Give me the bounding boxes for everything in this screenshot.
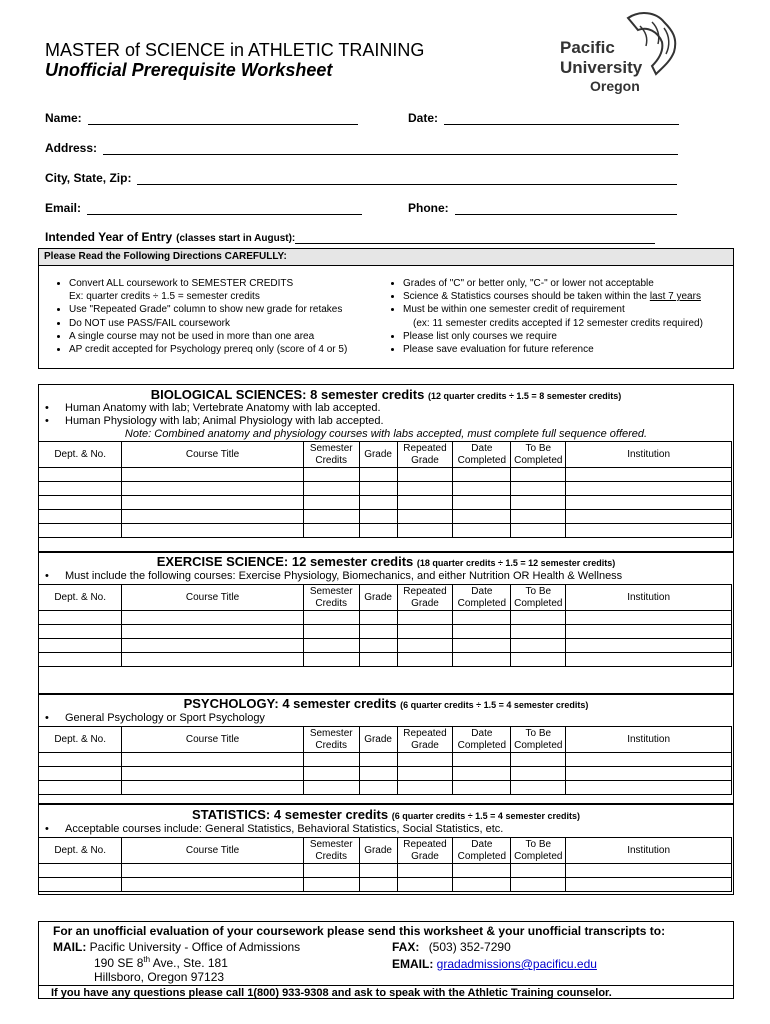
mail-label: MAIL:: [53, 940, 87, 954]
table-cell[interactable]: [511, 482, 566, 496]
section-bullet: • Must include the following courses: Exercise Physiology, Biomechanics, and either Nutrition OR Health & Wellness: [45, 570, 623, 582]
table-cell[interactable]: [566, 781, 732, 795]
table-cell[interactable]: [397, 653, 453, 667]
table-header-row: [39, 838, 732, 864]
section-exercise-science: [38, 552, 734, 694]
table-cell[interactable]: [122, 482, 303, 496]
table-cell[interactable]: [39, 496, 122, 510]
email-contact-line: [392, 957, 597, 971]
table-cell[interactable]: [397, 524, 453, 538]
table-cell[interactable]: [566, 611, 732, 625]
table-cell[interactable]: [122, 639, 303, 653]
fax-label: FAX:: [392, 940, 420, 954]
column-header: Course Title: [122, 727, 303, 753]
date-line[interactable]: [444, 110, 679, 125]
direction-example: (ex: 11 semester credits accepted if 12 semester credits required): [413, 317, 703, 329]
table-cell[interactable]: [566, 639, 732, 653]
column-header: Repeated Grade: [397, 585, 453, 611]
fax-number: (503) 352-7290: [428, 940, 511, 954]
table-cell[interactable]: [359, 878, 397, 892]
section-heading: EXERCISE SCIENCE: 12 semester credits (18 quarter credits ÷ 1.5 = 12 semester credits): [156, 554, 616, 569]
table-cell[interactable]: [303, 611, 359, 625]
table-cell[interactable]: [303, 653, 359, 667]
address-label: Address:: [45, 141, 98, 155]
mail-line1: [53, 940, 300, 954]
table-cell[interactable]: [303, 781, 359, 795]
table-cell[interactable]: [397, 625, 453, 639]
address-line[interactable]: [103, 140, 678, 155]
column-header: Institution: [566, 727, 732, 753]
column-header: Repeated Grade: [397, 442, 453, 468]
entry-label: Intended Year of Entry: [45, 230, 173, 244]
column-header: Institution: [566, 585, 732, 611]
table-cell[interactable]: [453, 625, 511, 639]
section-statistics: [38, 804, 734, 895]
table-cell[interactable]: [397, 468, 453, 482]
table-cell[interactable]: [511, 781, 566, 795]
table-cell[interactable]: [566, 767, 732, 781]
table-cell[interactable]: [397, 753, 453, 767]
table-cell[interactable]: [39, 753, 122, 767]
column-header: To Be Completed: [511, 585, 566, 611]
table-cell[interactable]: [453, 781, 511, 795]
table-cell[interactable]: [359, 653, 397, 667]
table-cell[interactable]: [511, 510, 566, 524]
table-cell[interactable]: [566, 753, 732, 767]
table-cell[interactable]: [303, 468, 359, 482]
city-line[interactable]: [137, 170, 677, 185]
phone-label: Phone:: [408, 201, 449, 215]
directions-left: [47, 277, 347, 356]
table-cell[interactable]: [453, 482, 511, 496]
section-bullet: • General Psychology or Sport Psychology: [45, 712, 265, 724]
table-cell[interactable]: [397, 639, 453, 653]
date-label: Date:: [408, 111, 439, 125]
table-cell[interactable]: [39, 611, 122, 625]
table-cell[interactable]: [453, 767, 511, 781]
table-cell[interactable]: [511, 864, 566, 878]
name-field[interactable]: [45, 110, 358, 125]
city-label: City, State, Zip:: [45, 171, 132, 185]
table-cell[interactable]: [122, 767, 303, 781]
section-heading: STATISTICS: 4 semester credits (6 quarter credits ÷ 1.5 = 4 semester credits): [192, 807, 580, 822]
table-cell[interactable]: [122, 524, 303, 538]
table-row: [39, 767, 732, 781]
table-row: [39, 482, 732, 496]
table-row: [39, 878, 732, 892]
mail-office: Pacific University - Office of Admissions: [89, 940, 301, 954]
table-cell[interactable]: [122, 753, 303, 767]
directions-right: [381, 277, 703, 356]
direction-item: • Use "Repeated Grade" column to show new grade for retakes: [69, 303, 347, 316]
column-header: Dept. & No.: [39, 442, 122, 468]
direction-item: • AP credit accepted for Psychology prereq only (score of 4 or 5): [69, 343, 347, 356]
table-cell[interactable]: [453, 468, 511, 482]
table-row: [39, 781, 732, 795]
direction-example: Ex: quarter credits ÷ 1.5 = semester credits: [69, 291, 260, 303]
table-cell[interactable]: [359, 611, 397, 625]
table-cell[interactable]: [397, 781, 453, 795]
column-header: Grade: [359, 442, 397, 468]
address-field[interactable]: [45, 140, 678, 155]
table-cell[interactable]: [397, 878, 453, 892]
table-cell[interactable]: [39, 639, 122, 653]
section-bullet: • Acceptable courses include: General Statistics, Behavioral Statistics, Social Statistics, etc.: [45, 823, 504, 835]
table-cell[interactable]: [397, 482, 453, 496]
email-label: Email:: [45, 201, 82, 215]
table-cell[interactable]: [122, 510, 303, 524]
contact-heading: For an unofficial evaluation of your coursework please send this worksheet & your unofficial transcripts to:: [53, 924, 666, 938]
table-cell[interactable]: [39, 510, 122, 524]
table-cell[interactable]: [566, 524, 732, 538]
page-title: MASTER of SCIENCE in ATHLETIC TRAINING: [45, 40, 425, 60]
table-cell[interactable]: [122, 878, 303, 892]
table-cell[interactable]: [511, 639, 566, 653]
course-table: [38, 584, 732, 667]
phone-line[interactable]: [455, 200, 677, 215]
column-header: Dept. & No.: [39, 727, 122, 753]
entry-field[interactable]: [45, 229, 655, 244]
table-row: [39, 611, 732, 625]
table-row: [39, 496, 732, 510]
table-cell[interactable]: [359, 468, 397, 482]
table-cell[interactable]: [39, 767, 122, 781]
table-cell[interactable]: [453, 611, 511, 625]
direction-item: • Convert ALL coursework to SEMESTER CREDITS: [69, 277, 347, 290]
column-header: To Be Completed: [511, 442, 566, 468]
table-cell[interactable]: [122, 496, 303, 510]
table-cell[interactable]: [359, 625, 397, 639]
table-cell[interactable]: [359, 482, 397, 496]
directions-box: [38, 248, 734, 369]
table-cell[interactable]: [359, 496, 397, 510]
contact-footer: If you have any questions please call 1(800) 933-9308 and ask to speak with the Athletic Training counselor.: [39, 985, 733, 999]
column-header: Grade: [359, 838, 397, 864]
table-cell[interactable]: [39, 864, 122, 878]
column-header: Course Title: [122, 442, 303, 468]
direction-item: • Science & Statistics courses should be taken within the last 7 years: [403, 290, 703, 303]
recency-text: last 7 years: [649, 291, 701, 303]
table-cell[interactable]: [303, 753, 359, 767]
table-cell[interactable]: [39, 482, 122, 496]
table-cell[interactable]: [359, 864, 397, 878]
table-cell[interactable]: [511, 878, 566, 892]
table-cell[interactable]: [397, 496, 453, 510]
table-cell[interactable]: [453, 878, 511, 892]
column-header: Grade: [359, 727, 397, 753]
table-header-row: [39, 585, 732, 611]
email-contact-label: EMAIL:: [392, 957, 434, 971]
course-table: [38, 837, 732, 892]
table-cell[interactable]: [39, 653, 122, 667]
section-bullet: • Human Physiology with lab; Animal Physiology with lab accepted.: [45, 415, 384, 427]
table-cell[interactable]: [39, 468, 122, 482]
email-link[interactable]: gradadmissions@pacificu.edu: [436, 957, 597, 971]
table-cell[interactable]: [39, 625, 122, 639]
table-cell[interactable]: [359, 753, 397, 767]
column-header: Grade: [359, 585, 397, 611]
column-header: Course Title: [122, 585, 303, 611]
table-cell[interactable]: [303, 639, 359, 653]
table-cell[interactable]: [303, 767, 359, 781]
table-cell[interactable]: [303, 625, 359, 639]
column-header: Semester Credits: [303, 838, 359, 864]
name-label: Name:: [45, 111, 82, 125]
table-cell[interactable]: [453, 653, 511, 667]
fax-line: [392, 940, 511, 954]
table-cell[interactable]: [303, 496, 359, 510]
table-cell[interactable]: [122, 625, 303, 639]
direction-item: • Must be within one semester credit of requirement: [403, 303, 703, 316]
table-row: [39, 753, 732, 767]
table-cell[interactable]: [453, 496, 511, 510]
table-cell[interactable]: [122, 611, 303, 625]
column-header: Dept. & No.: [39, 585, 122, 611]
column-header: To Be Completed: [511, 727, 566, 753]
column-header: Date Completed: [453, 838, 511, 864]
column-header: Repeated Grade: [397, 727, 453, 753]
entry-line[interactable]: [295, 229, 655, 244]
table-cell[interactable]: [566, 653, 732, 667]
table-cell[interactable]: [303, 482, 359, 496]
table-cell[interactable]: [511, 524, 566, 538]
column-header: To Be Completed: [511, 838, 566, 864]
logo-line2: University: [560, 58, 643, 77]
table-cell[interactable]: [39, 781, 122, 795]
table-cell[interactable]: [566, 468, 732, 482]
table-row: [39, 639, 732, 653]
email-field[interactable]: [45, 200, 362, 215]
table-cell[interactable]: [566, 510, 732, 524]
table-cell[interactable]: [39, 524, 122, 538]
table-cell[interactable]: [303, 510, 359, 524]
table-row: [39, 864, 732, 878]
direction-item: • Please save evaluation for future reference: [403, 343, 703, 356]
direction-item: • Grades of "C" or better only, "C-" or lower not acceptable: [403, 277, 703, 290]
table-cell[interactable]: [511, 653, 566, 667]
table-cell[interactable]: [359, 767, 397, 781]
section-bullet: • Human Anatomy with lab; Vertebrate Anatomy with lab accepted.: [45, 402, 381, 414]
column-header: Semester Credits: [303, 727, 359, 753]
course-table: [38, 726, 732, 795]
directions-heading: Please Read the Following Directions CAREFULLY:: [39, 249, 733, 266]
contact-box: [38, 921, 734, 999]
table-cell[interactable]: [359, 510, 397, 524]
table-cell[interactable]: [511, 468, 566, 482]
table-cell[interactable]: [303, 524, 359, 538]
table-cell[interactable]: [511, 496, 566, 510]
logo-line3: Oregon: [590, 78, 640, 94]
table-cell[interactable]: [453, 753, 511, 767]
mail-line2: 190 SE 8th Ave., Ste. 181: [94, 955, 228, 970]
table-cell[interactable]: [359, 524, 397, 538]
table-cell[interactable]: [453, 864, 511, 878]
table-cell[interactable]: [397, 510, 453, 524]
section-heading: PSYCHOLOGY: 4 semester credits (6 quarter credits ÷ 1.5 = 4 semester credits): [183, 696, 589, 711]
university-logo: [560, 8, 690, 98]
phone-field[interactable]: [408, 200, 677, 215]
table-row: [39, 653, 732, 667]
table-cell[interactable]: [511, 753, 566, 767]
column-header: Course Title: [122, 838, 303, 864]
table-header-row: [39, 727, 732, 753]
section-biological-sciences: [38, 384, 734, 552]
column-header: Semester Credits: [303, 442, 359, 468]
table-header-row: [39, 442, 732, 468]
section-psychology: [38, 694, 734, 804]
column-header: Date Completed: [453, 727, 511, 753]
table-cell[interactable]: [566, 482, 732, 496]
section-note: Note: Combined anatomy and physiology courses with labs accepted, must complete full sequence offered.: [124, 428, 648, 440]
direction-item: • Do NOT use PASS/FAIL coursework: [69, 317, 347, 330]
table-cell[interactable]: [566, 878, 732, 892]
table-row: [39, 510, 732, 524]
table-cell[interactable]: [397, 611, 453, 625]
direction-item: • A single course may not be used in more than one area: [69, 330, 347, 343]
table-cell[interactable]: [453, 639, 511, 653]
column-header: Institution: [566, 442, 732, 468]
table-cell[interactable]: [453, 524, 511, 538]
column-header: Date Completed: [453, 585, 511, 611]
page-subtitle: Unofficial Prerequisite Worksheet: [45, 60, 333, 80]
table-cell[interactable]: [359, 781, 397, 795]
table-cell[interactable]: [122, 653, 303, 667]
table-cell[interactable]: [303, 864, 359, 878]
table-cell[interactable]: [511, 625, 566, 639]
logo-line1: Pacific: [560, 38, 615, 57]
column-header: Institution: [566, 838, 732, 864]
table-cell[interactable]: [359, 639, 397, 653]
column-header: Repeated Grade: [397, 838, 453, 864]
table-cell[interactable]: [122, 781, 303, 795]
section-heading: BIOLOGICAL SCIENCES: 8 semester credits (12 quarter credits ÷ 1.5 = 8 semester credits): [150, 387, 622, 402]
column-header: Date Completed: [453, 442, 511, 468]
direction-item: • Please list only courses we require: [403, 330, 703, 343]
table-cell[interactable]: [566, 625, 732, 639]
email-line[interactable]: [87, 200, 362, 215]
table-cell[interactable]: [122, 468, 303, 482]
table-row: [39, 625, 732, 639]
table-cell[interactable]: [511, 767, 566, 781]
table-cell[interactable]: [511, 611, 566, 625]
city-field[interactable]: [45, 170, 677, 185]
course-table: [38, 441, 732, 538]
mail-line3: Hillsboro, Oregon 97123: [94, 970, 225, 984]
table-cell[interactable]: [453, 510, 511, 524]
table-cell[interactable]: [566, 496, 732, 510]
column-header: Semester Credits: [303, 585, 359, 611]
table-row: [39, 468, 732, 482]
table-cell[interactable]: [397, 767, 453, 781]
entry-note: (classes start in August):: [176, 233, 296, 244]
date-field[interactable]: [408, 110, 679, 125]
table-row: [39, 524, 732, 538]
table-cell[interactable]: [39, 878, 122, 892]
table-cell[interactable]: [397, 864, 453, 878]
column-header: Dept. & No.: [39, 838, 122, 864]
table-cell[interactable]: [122, 864, 303, 878]
table-cell[interactable]: [303, 878, 359, 892]
table-cell[interactable]: [566, 864, 732, 878]
name-line[interactable]: [88, 110, 358, 125]
